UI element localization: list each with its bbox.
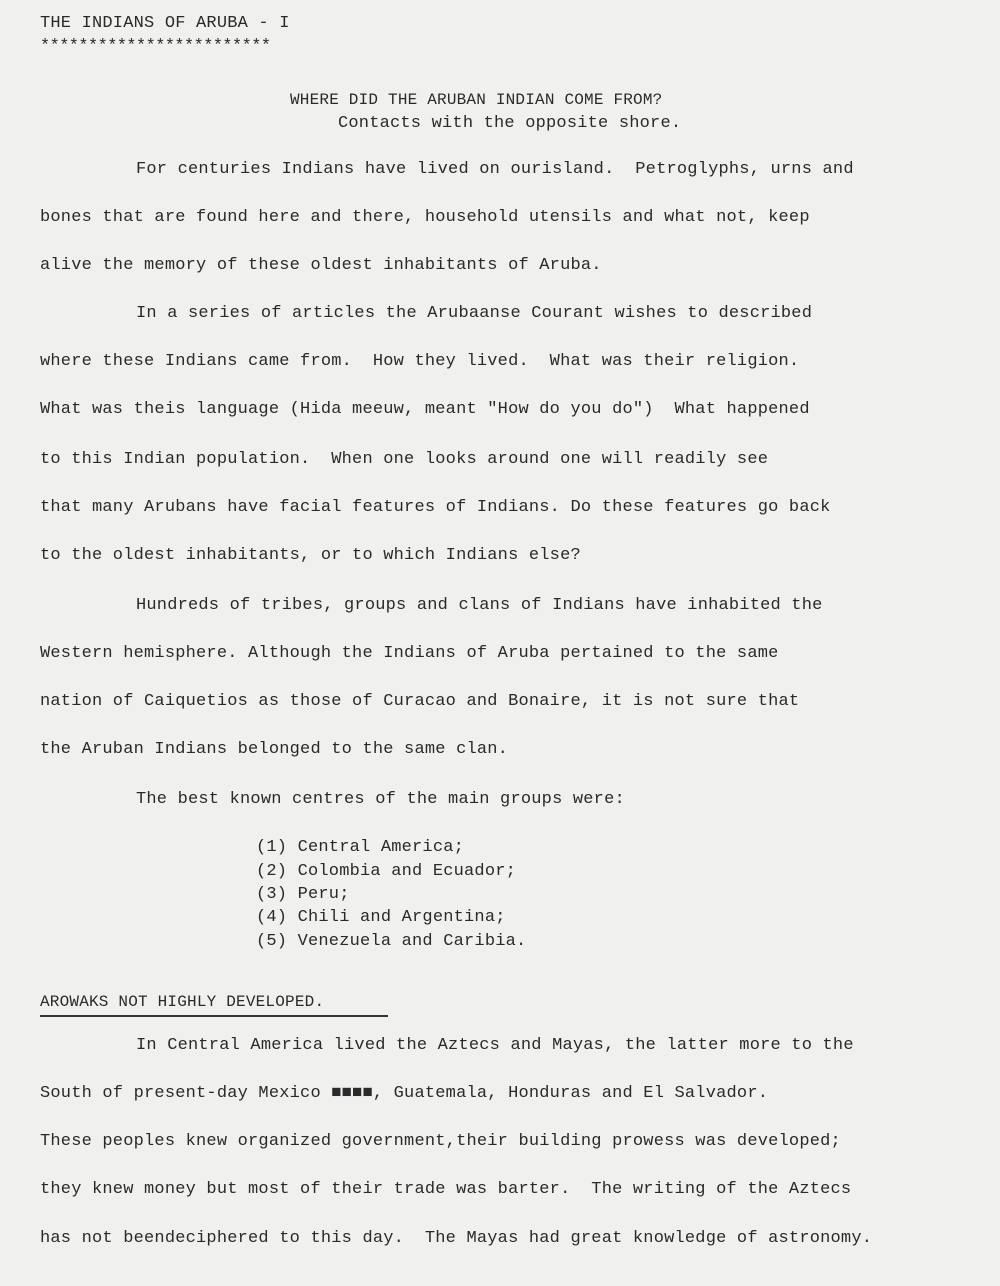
paragraph-line: bones that are found here and there, household utensils and what not, keep	[40, 208, 810, 227]
subheading: AROWAKS NOT HIGHLY DEVELOPED.	[40, 993, 325, 1011]
list-item: (3) Peru;	[256, 885, 350, 904]
list-item: (1) Central America;	[256, 838, 465, 857]
paragraph-line: where these Indians came from. How they lived. What was their religion.	[40, 352, 800, 371]
list-item: (2) Colombia and Ecuador;	[256, 862, 517, 881]
list-item: (5) Venezuela and Caribia.	[256, 932, 527, 951]
paragraph-line: What was theis language (Hida meeuw, meant "How do you do") What happened	[40, 400, 810, 419]
subheading-underline	[40, 1015, 388, 1017]
paragraph-line: These peoples knew organized government,their building prowess was developed;	[40, 1132, 841, 1151]
document-title: THE INDIANS OF ARUBA - I	[40, 14, 290, 33]
list-item: (4) Chili and Argentina;	[256, 908, 506, 927]
paragraph-line: that many Arubans have facial features of Indians. Do these features go back	[40, 498, 831, 517]
paragraph-line: In a series of articles the Arubaanse Courant wishes to described	[136, 304, 813, 323]
list-intro: The best known centres of the main groups were:	[136, 790, 625, 809]
paragraph-line: nation of Caiquetios as those of Curacao and Bonaire, it is not sure that	[40, 692, 800, 711]
paragraph-line: Hundreds of tribes, groups and clans of Indians have inhabited the	[136, 596, 823, 615]
section-subheading: Contacts with the opposite shore.	[338, 114, 682, 133]
paragraph-line: to this Indian population. When one looks around one will readily see	[40, 450, 769, 469]
paragraph-line: they knew money but most of their trade was barter. The writing of the Aztecs	[40, 1180, 852, 1199]
paragraph-line: For centuries Indians have lived on ourisland. Petroglyphs, urns and	[136, 160, 854, 179]
paragraph-line: has not beendeciphered to this day. The Mayas had great knowledge of astronomy.	[40, 1229, 873, 1248]
paragraph-line: the Aruban Indians belonged to the same clan.	[40, 740, 509, 759]
paragraph-line: South of present-day Mexico ■■■■, Guatemala, Honduras and El Salvador.	[40, 1084, 769, 1103]
paragraph-line: to the oldest inhabitants, or to which Indians else?	[40, 546, 581, 565]
paragraph-line: Western hemisphere. Although the Indians of Aruba pertained to the same	[40, 644, 779, 663]
paragraph-line: In Central America lived the Aztecs and Mayas, the latter more to the	[136, 1036, 854, 1055]
paragraph-line: alive the memory of these oldest inhabitants of Aruba.	[40, 256, 602, 275]
section-heading: WHERE DID THE ARUBAN INDIAN COME FROM?	[290, 91, 663, 109]
title-underline-stars: ************************	[40, 37, 271, 56]
